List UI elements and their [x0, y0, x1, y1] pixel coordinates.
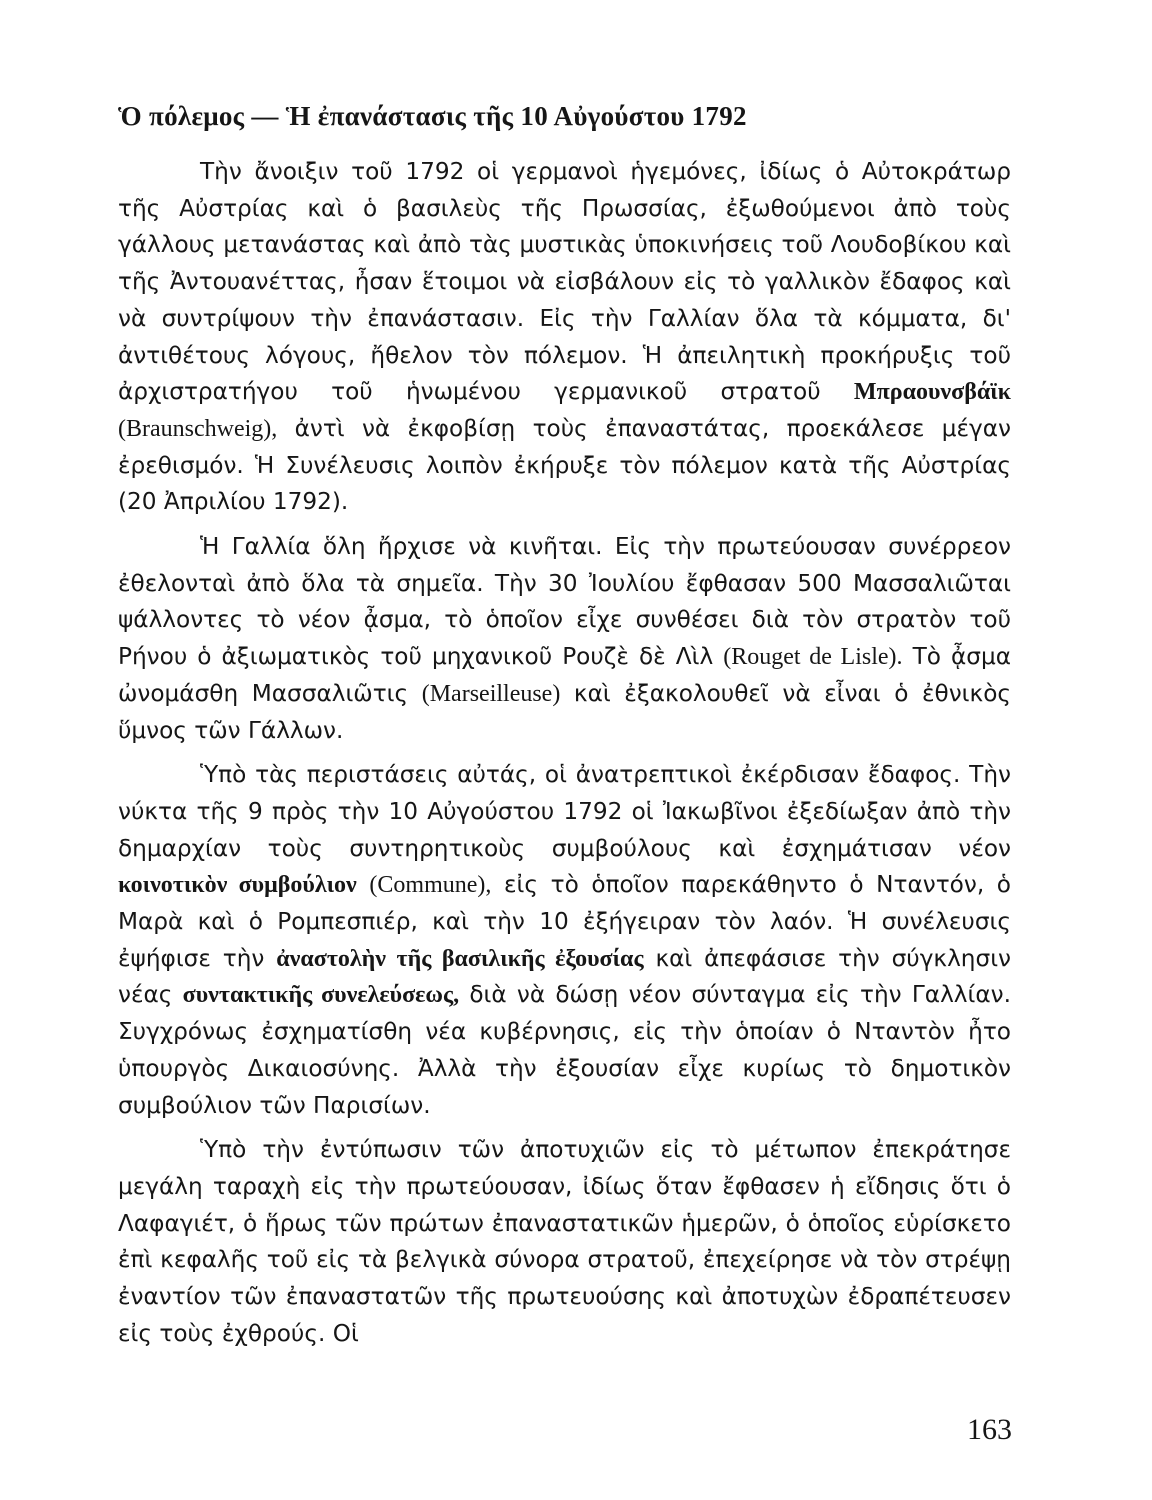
paragraph-1-bold-1: Μπραουνσβάϊκ — [853, 379, 1011, 406]
page-body — [118, 96, 1011, 1361]
paragraph-3 — [118, 757, 1011, 1124]
paragraph-1-text-1: Τὴν ἄνοιξιν τοῦ 1792 οἱ γερμανοὶ ἡγεμόνες, ἰδίως ὁ Αὐτοκράτωρ τῆς Αὐστρίας καὶ ὁ βασιλεὺς τῆς Πρωσσίας, ἐξωθούμενοι ἀπὸ τοὺς γάλλους μετανάστας καὶ ἀπὸ τὰς μυστικὰς ὑποκινήσεις τοῦ Λουδοβίκου καὶ τῆς Ἀντουανέττας, ἦσαν ἕτοιμοι νὰ εἰσβάλουν εἰς τὸ γαλλικὸν ἔδαφος καὶ νὰ συντρίψουν τὴν ἐπανάστασιν. Εἰς τὴν Γαλλίαν ὅλα τὰ κόμματα, δι' ἀντιθέτους λόγους, ἤθελον τὸν πόλεμον. Ἡ ἀπειλητικὴ προκήρυξις τοῦ ἀρχιστρατήγου τοῦ ἡνωμένου γερμανικοῦ στρατοῦ — [118, 158, 1011, 406]
paragraph-1-latin-1: (Braunschweig), — [118, 415, 278, 442]
paragraph-4-text-1: Ὑπὸ τὴν ἐντύπωσιν τῶν ἀποτυχιῶν εἰς τὸ μέτωπον ἐπεκράτησε μεγάλη ταραχὴ εἰς τὴν πρωτεύουσαν, ἰδίως ὅταν ἔφθασεν ἡ εἴδησις ὅτι ὁ Λαφαγιέτ, ὁ ἥρως τῶν πρώτων ἐπαναστατικῶν ἡμερῶν, ὁ ὁποῖος εὑρίσκετο ἐπὶ κεφαλῆς τοῦ εἰς τὰ βελγικὰ σύνορα στρατοῦ, ἐπεχείρησε νὰ τὸν στρέψῃ ἐναντίον τῶν ἐπαναστατῶν τῆς πρωτευούσης καὶ ἀποτυχὼν ἐδραπέτευσεν εἰς τοὺς ἐχθρούς. Οἱ — [118, 1136, 1011, 1347]
paragraph-3-bold-3: συντακτικῆς συνελεύσεως, — [182, 982, 460, 1009]
paragraph-3-text-1: Ὑπὸ τὰς περιστάσεις αὐτάς, οἱ ἀνατρεπτικοὶ ἐκέρδισαν ἔδαφος. Τὴν νύκτα τῆς 9 πρὸς τὴν 10 Αὐγούστου 1792 οἱ Ἰακωβῖνοι ἐξεδίωξαν ἀπὸ τὴν δημαρχίαν τοὺς συντηρητικοὺς συμβούλους καὶ ἐσχημάτισαν νέον — [118, 761, 1011, 862]
paragraph-3-text-4: διὰ νὰ δώσῃ νέον σύνταγμα εἰς τὴν Γαλλίαν. Συγχρόνως ἐσχηματίσθη νέα κυβέρνησις, εἰς τὴν ὁποίαν ὁ Νταντὸν ἦτο ὑπουργὸς Δικαιοσύνης. Ἀλλὰ τὴν ἐξουσίαν εἶχε κυρίως τὸ δημοτικὸν συμβούλιον τῶν Παρισίων. — [118, 981, 1011, 1119]
paragraph-3-bold-2: ἀναστολὴν τῆς βασιλικῆς ἐξουσίας — [276, 945, 644, 972]
paragraph-3-text-2: εἰς τὸ ὁποῖον παρεκάθηντο ὁ Νταντόν, ὁ Μαρὰ καὶ ὁ Ρομπεσπιέρ, καὶ τὴν 10 ἐξήγειραν τὸν λαόν. Ἡ συνέλευσις ἐψήφισε τὴν — [118, 871, 1011, 972]
paragraph-2-text-1: Ἡ Γαλλία ὅλη ἤρχισε νὰ κινῆται. Εἰς τὴν πρωτεύουσαν συνέρρεον ἐθελονταὶ ἀπὸ ὅλα τὰ σημεῖα. Τὴν 30 Ἰουλίου ἔφθασαν 500 Μασσαλιῶται ψάλλοντες τὸ νέον ᾆσμα, τὸ ὁποῖον εἶχε συνθέσει διὰ τὸν στρατὸν τοῦ Ρήνου ὁ ἀξιωματικὸς τοῦ μηχανικοῦ Ρουζὲ δὲ Λὶλ — [118, 533, 1011, 671]
paragraph-2-text-3: καὶ ἐξακολουθεῖ νὰ εἶναι ὁ ἐθνικὸς ὕμνος τῶν Γάλλων. — [118, 679, 1011, 744]
paragraph-3-text-3: καὶ ἀπεφάσισε τὴν σύγκλησιν νέας — [118, 944, 1012, 1009]
paragraph-2-latin-1: (Rouget de Lisle). — [723, 644, 903, 671]
paragraph-2-latin-2: (Marseilleuse) — [421, 680, 561, 707]
paragraph-1 — [118, 154, 1011, 521]
paragraph-3-latin-1: (Commune), — [369, 872, 492, 899]
section-heading: Ὁ πόλεμος — Ἡ ἐπανάστασις τῆς 10 Αὐγούστου 1792 — [118, 101, 747, 131]
paragraph-4 — [118, 1132, 1011, 1352]
paragraph-3-bold-1: κοινοτικὸν συμβούλιον — [118, 872, 357, 899]
paragraph-2 — [118, 529, 1011, 749]
page-number: 163 — [967, 1413, 1012, 1446]
paragraph-1-text-2: ἀντὶ νὰ ἐκφοβίσῃ τοὺς ἐπαναστάτας, προεκάλεσε μέγαν ἐρεθισμόν. Ἡ Συνέλευσις λοιπὸν ἐκήρυξε τὸν πόλεμον κατὰ τῆς Αὐστρίας (20 Ἀπριλίου 1792). — [118, 414, 1011, 516]
paragraph-2-text-2: Τὸ ᾆσμα ὠνομάσθη Μασσαλιῶτις — [118, 643, 1011, 707]
